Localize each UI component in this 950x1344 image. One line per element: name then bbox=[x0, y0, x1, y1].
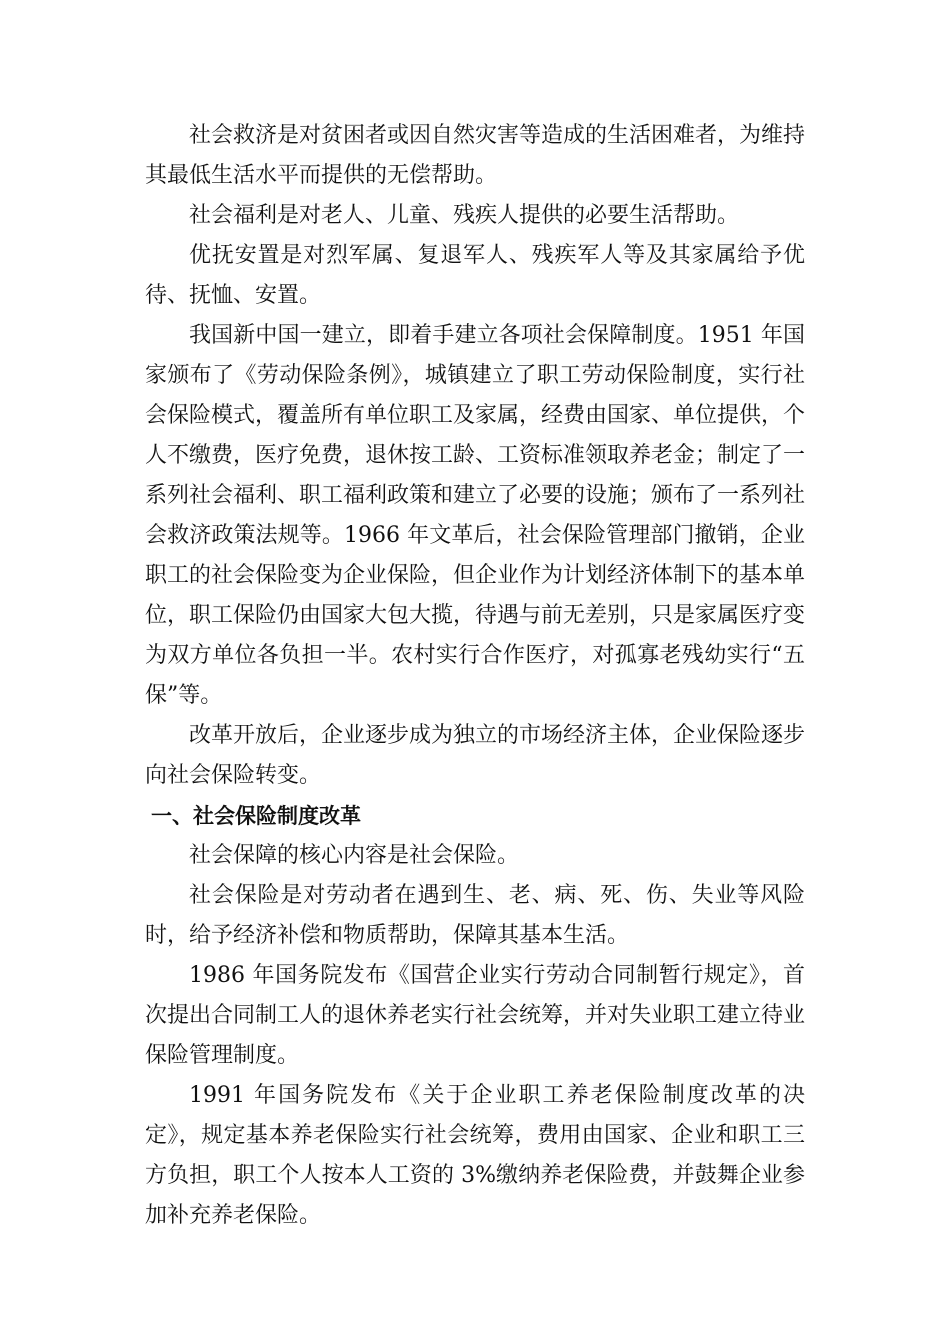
paragraph-1991-decision: 1991 年国务院发布《关于企业职工养老保险制度改革的决定》，规定基本养老保险实行社会统筹，费用由国家、企业和职工三方负担，职工个人按本人工资的 3%缴纳养老保险费，并鼓舞企业参加补充养老保险。 bbox=[145, 1083, 805, 1228]
paragraph-core-content: 社会保障的核心内容是社会保险。 bbox=[189, 843, 520, 868]
paragraph-reform-opening: 改革开放后，企业逐步成为独立的市场经济主体，企业保险逐步向社会保险转变。 bbox=[145, 723, 806, 788]
document-body bbox=[145, 116, 805, 1236]
section-heading: 一、社会保险制度改革 bbox=[151, 804, 361, 828]
paragraph-history: 我国新中国一建立，即着手建立各项社会保障制度。1951 年国家颁布了《劳动保险条例》，城镇建立了职工劳动保险制度，实行社会保险模式，覆盖所有单位职工及家属，经费由国家、单位提供，个人不缴费，医疗免费，退休按工龄、工资标准领取养老金；制定了一系列社会福利、职工福利政策和建立了必要的设施；颁布了一系列社会救济政策法规等。1966 年文革后，社会保险管理部门撤销，企业职工的社会保险变为企业保险，但企业作为计划经济体制下的基本单位，职工保险仍由国家大包大揽，待遇与前无差别，只是家属医疗变为双方单位各负担一半。农村实行合作医疗，对孤寡老残幼实行“五保”等。 bbox=[145, 323, 806, 708]
paragraph-social-relief: 社会救济是对贫困者或因自然灾害等造成的生活困难者，为维持其最低生活水平而提供的无偿帮助。 bbox=[145, 123, 806, 188]
paragraph-social-insurance-definition: 社会保险是对劳动者在遇到生、老、病、死、伤、失业等风险时，给予经济补偿和物质帮助，保障其基本生活。 bbox=[145, 883, 805, 948]
paragraph-social-welfare: 社会福利是对老人、儿童、残疾人提供的必要生活帮助。 bbox=[189, 203, 740, 228]
paragraph-preferential-placement: 优抚安置是对烈军属、复退军人、残疾军人等及其家属给予优待、抚恤、安置。 bbox=[145, 243, 805, 308]
paragraph-1986-regulation: 1986 年国务院发布《国营企业实行劳动合同制暂行规定》，首次提出合同制工人的退休养老实行社会统筹，并对失业职工建立待业保险管理制度。 bbox=[145, 963, 806, 1068]
